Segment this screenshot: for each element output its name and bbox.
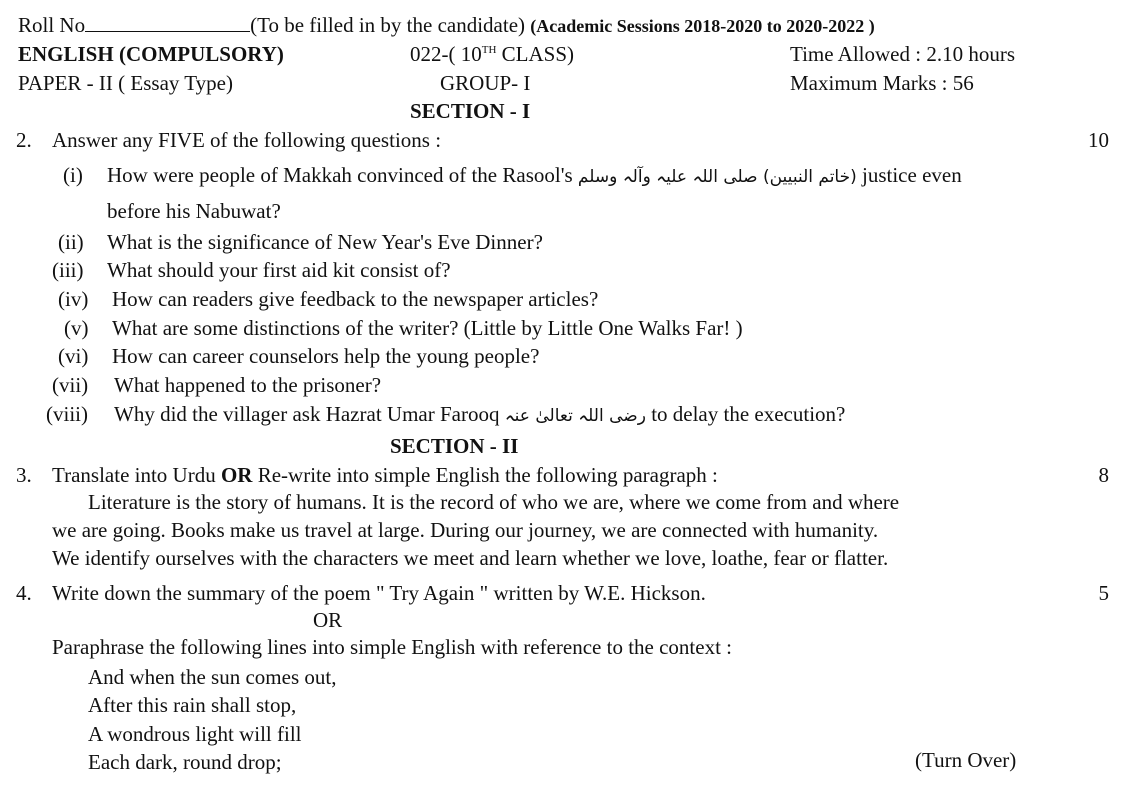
q2-item-iv: How can readers give feedback to the newspaper articles? bbox=[112, 287, 599, 311]
q2-item-i: How were people of Makkah convinced of the Rasool's (خاتم النبیین) صلی اللہ علیہ وآلہ وسلم justice even bbox=[107, 163, 962, 187]
class-code: 022-( 10TH CLASS) bbox=[410, 42, 575, 66]
q3-text: Translate into Urdu OR Re-write into simple English the following paragraph : bbox=[52, 463, 718, 487]
q4-text: Write down the summary of the poem " Try Again " written by W.E. Hickson. bbox=[52, 581, 706, 605]
q3-paragraph-line: We identify ourselves with the characters we meet and learn whether we love, loathe, fear or flatter. bbox=[52, 546, 889, 570]
poem-line: A wondrous light will fill bbox=[88, 722, 302, 746]
q4-number: 4. bbox=[16, 581, 32, 605]
q3-paragraph-line: Literature is the story of humans. It is the record of who we are, where we come from and where bbox=[88, 490, 900, 514]
turn-over: (Turn Over) bbox=[915, 748, 1017, 772]
urdu-honorific: رضی اللہ تعالیٰ عنہ bbox=[504, 406, 646, 426]
group-label: GROUP- I bbox=[440, 71, 531, 95]
paper-type: PAPER - II ( Essay Type) bbox=[18, 71, 233, 95]
max-marks: Maximum Marks : 56 bbox=[790, 71, 974, 95]
q3-number: 3. bbox=[16, 463, 32, 487]
q2-item-num: (vi) bbox=[58, 344, 89, 368]
q3-or: OR bbox=[220, 463, 253, 487]
q2-text: Answer any FIVE of the following questions : bbox=[52, 128, 442, 152]
q3-marks: 8 bbox=[1098, 463, 1109, 487]
q2-number: 2. bbox=[16, 128, 32, 152]
q2-item-i-cont: before his Nabuwat? bbox=[107, 199, 281, 223]
q2-item-num: (i) bbox=[63, 163, 83, 187]
poem-line: Each dark, round drop; bbox=[88, 750, 282, 774]
q3-paragraph-line: we are going. Books make us travel at large. During our journey, we are connected with humanity. bbox=[52, 518, 879, 542]
q2-item-ii: What is the significance of New Year's Eve Dinner? bbox=[107, 230, 543, 254]
time-allowed: Time Allowed : 2.10 hours bbox=[790, 42, 1015, 66]
q2-item-num: (viii) bbox=[46, 402, 88, 426]
section-2-title: SECTION - II bbox=[390, 434, 519, 458]
q2-item-vii: What happened to the prisoner? bbox=[114, 373, 382, 397]
q2-item-num: (vii) bbox=[52, 373, 89, 397]
q4-or: OR bbox=[313, 608, 343, 632]
poem-line: And when the sun comes out, bbox=[88, 665, 337, 689]
urdu-honorific: (خاتم النبیین) صلی اللہ علیہ وآلہ وسلم bbox=[577, 167, 857, 187]
q2-item-vi: How can career counselors help the young people? bbox=[112, 344, 540, 368]
q2-item-num: (ii) bbox=[58, 230, 84, 254]
q4-marks: 5 bbox=[1098, 581, 1109, 605]
q4-paraphrase-text: Paraphrase the following lines into simple English with reference to the context : bbox=[52, 635, 732, 659]
roll-no-label: Roll No bbox=[18, 13, 86, 37]
q2-item-viii: Why did the villager ask Hazrat Umar Farooq رضی اللہ تعالیٰ عنہ to delay the execution? bbox=[114, 402, 846, 426]
q2-item-num: (v) bbox=[64, 316, 89, 340]
roll-no-note: (To be filled in by the candidate) bbox=[250, 13, 526, 37]
class-superscript: TH bbox=[481, 44, 497, 56]
q2-marks: 10 bbox=[1088, 128, 1109, 152]
academic-sessions: (Academic Sessions 2018-2020 to 2020-2022 ) bbox=[530, 16, 875, 36]
roll-no-blank bbox=[85, 15, 250, 32]
q2-item-iii: What should your first aid kit consist of? bbox=[107, 258, 451, 282]
q2-item-v: What are some distinctions of the writer? (Little by Little One Walks Far! ) bbox=[112, 316, 743, 340]
roll-no-line bbox=[18, 13, 875, 38]
q2-item-num: (iii) bbox=[52, 258, 84, 282]
poem-line: After this rain shall stop, bbox=[88, 693, 297, 717]
section-1-title: SECTION - I bbox=[410, 99, 531, 123]
subject-title: ENGLISH (COMPULSORY) bbox=[18, 42, 284, 66]
q2-item-num: (iv) bbox=[58, 287, 89, 311]
